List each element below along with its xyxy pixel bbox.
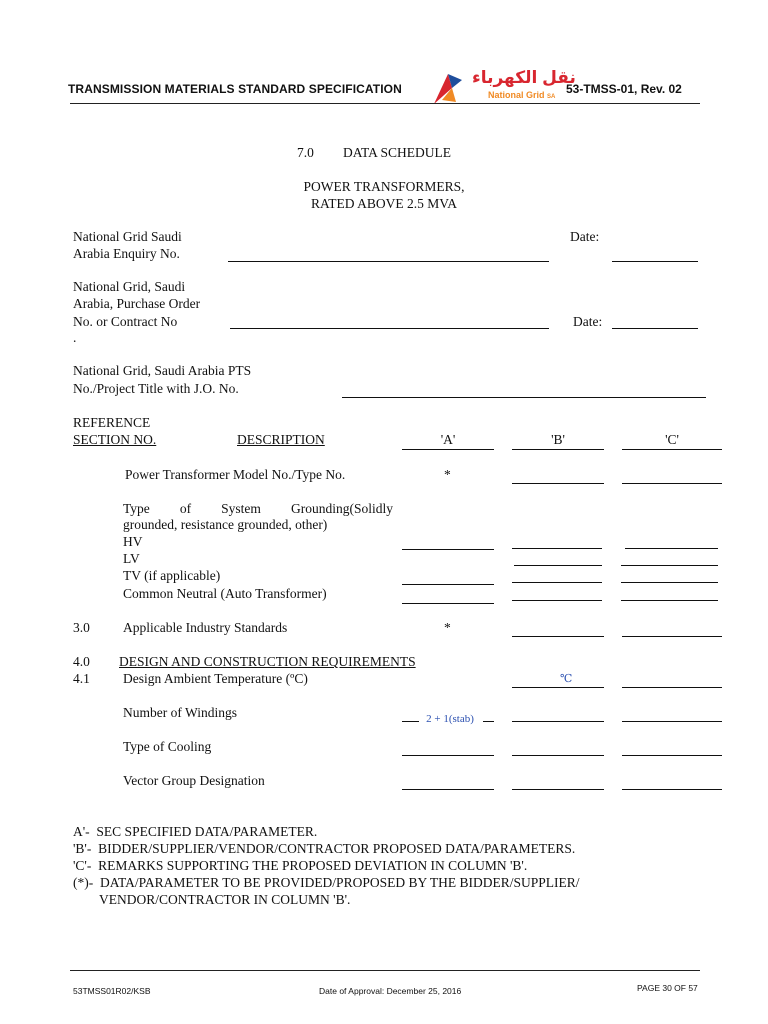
- pts-project-field[interactable]: [342, 397, 706, 398]
- pts-label-line2: No./Project Title with J.O. No.: [73, 381, 239, 396]
- row-windings-a-rule-left: [402, 721, 419, 722]
- row-s41-number: 4.1: [73, 671, 90, 686]
- footer-rule: [70, 970, 700, 971]
- row-model-desc: Power Transformer Model No./Type No.: [125, 467, 346, 482]
- col-header-c: 'C': [665, 432, 679, 447]
- row-tv-b-field[interactable]: [512, 582, 602, 583]
- row-cooling-desc: Type of Cooling: [123, 739, 212, 754]
- row-s41-b-field[interactable]: [512, 687, 604, 688]
- row-s30-c-field[interactable]: [622, 636, 722, 637]
- col-header-section-no: SECTION NO.: [73, 432, 157, 447]
- row-s41-b-value: ℃: [560, 673, 573, 685]
- footer-approval-date: Date of Approval: December 25, 2016: [319, 986, 462, 996]
- legend-a: A'- SEC SPECIFIED DATA/PARAMETER.: [73, 824, 318, 839]
- col-header-c-rule: [622, 449, 722, 450]
- row-lv-c-field[interactable]: [621, 565, 718, 566]
- heading-subtitle-2: RATED ABOVE 2.5 MVA: [310, 196, 457, 211]
- po-date-field[interactable]: [612, 328, 698, 329]
- row-tv-desc: TV (if applicable): [123, 568, 221, 583]
- heading-subtitle-1: POWER TRANSFORMERS,: [303, 179, 465, 194]
- row-grounding-desc-text: Type of System Grounding(Solidly: [123, 501, 393, 516]
- enquiry-label-line2: Arabia Enquiry No.: [73, 246, 180, 261]
- logo-name: National Grid: [488, 90, 545, 100]
- header-title: TRANSMISSION MATERIALS STANDARD SPECIFICATION: [68, 82, 402, 96]
- row-tv-a-field[interactable]: [402, 584, 494, 585]
- row-hv-a-field[interactable]: [402, 549, 494, 550]
- enquiry-label-line1: National Grid Saudi: [73, 229, 182, 244]
- row-vector-b-field[interactable]: [512, 789, 604, 790]
- row-s40-desc: DESIGN AND CONSTRUCTION REQUIREMENTS: [119, 654, 416, 669]
- col-header-b-rule: [512, 449, 604, 450]
- po-date-label: Date:: [573, 314, 603, 329]
- row-s40-number: 4.0: [73, 654, 90, 669]
- row-windings-desc: Number of Windings: [123, 705, 237, 720]
- row-windings-a-value: 2 + 1(stab): [426, 713, 474, 725]
- row-neutral-c-field[interactable]: [621, 600, 718, 601]
- row-cooling-c-field[interactable]: [622, 755, 722, 756]
- header-rule: [70, 103, 700, 104]
- row-hv-c-field[interactable]: [625, 548, 718, 549]
- row-s41-c-field[interactable]: [622, 687, 722, 688]
- heading-section-number: 7.0: [297, 145, 314, 160]
- heading-title: DATA SCHEDULE: [343, 145, 452, 160]
- enquiry-date-label: Date:: [570, 229, 600, 244]
- row-grounding-desc-line1: [123, 501, 393, 517]
- po-label-line4: .: [73, 330, 77, 345]
- row-vector-a-field[interactable]: [402, 789, 494, 790]
- row-s30-a: *: [444, 620, 451, 635]
- row-windings-a-rule-right: [483, 721, 494, 722]
- footer-code: 53TMSS01R02/KSB: [73, 986, 151, 996]
- col-header-b: 'B': [551, 432, 565, 447]
- row-lv-desc: LV: [123, 551, 140, 566]
- logo-suffix: SA: [547, 94, 556, 100]
- row-vector-desc: Vector Group Designation: [123, 773, 265, 788]
- enquiry-date-field[interactable]: [612, 261, 698, 262]
- po-label-line1: National Grid, Saudi: [73, 279, 186, 294]
- col-header-reference: REFERENCE: [73, 415, 151, 430]
- row-s30-number: 3.0: [73, 620, 90, 635]
- row-hv-b-field[interactable]: [512, 548, 602, 549]
- col-header-a-rule: [402, 449, 494, 450]
- legend-c: 'C'- REMARKS SUPPORTING THE PROPOSED DEVIATION IN COLUMN 'B'.: [73, 858, 528, 873]
- logo-name-block: [488, 90, 555, 100]
- legend-star-line2: VENDOR/CONTRACTOR IN COLUMN 'B'.: [99, 892, 351, 907]
- row-cooling-a-field[interactable]: [402, 755, 494, 756]
- row-hv-desc: HV: [123, 534, 143, 549]
- col-header-description: DESCRIPTION: [237, 432, 325, 447]
- row-windings-c-field[interactable]: [622, 721, 722, 722]
- row-grounding-desc-line2: grounded, resistance grounded, other): [123, 517, 328, 532]
- row-s30-desc: Applicable Industry Standards: [123, 620, 288, 635]
- col-header-a: 'A': [440, 432, 456, 447]
- po-label-line3: No. or Contract No: [73, 314, 178, 329]
- row-s41-desc: Design Ambient Temperature (ºC): [123, 671, 308, 686]
- row-tv-c-field[interactable]: [621, 582, 718, 583]
- row-neutral-a-field[interactable]: [402, 603, 494, 604]
- header-doc-number: 53-TMSS-01, Rev. 02: [566, 82, 682, 96]
- row-s30-b-field[interactable]: [512, 636, 604, 637]
- row-neutral-b-field[interactable]: [512, 600, 602, 601]
- pts-label-line1: National Grid, Saudi Arabia PTS: [73, 363, 252, 378]
- row-model-b-field[interactable]: [512, 483, 604, 484]
- logo-arabic: نقل الكهرباء: [472, 68, 576, 87]
- row-neutral-desc: Common Neutral (Auto Transformer): [123, 586, 327, 601]
- row-windings-b-field[interactable]: [512, 721, 604, 722]
- row-lv-b-field[interactable]: [514, 565, 602, 566]
- legend-star-line1: (*)- DATA/PARAMETER TO BE PROVIDED/PROPOSED BY THE BIDDER/SUPPLIER/: [73, 875, 580, 890]
- row-cooling-b-field[interactable]: [512, 755, 604, 756]
- legend-b: 'B'- BIDDER/SUPPLIER/VENDOR/CONTRACTOR PROPOSED DATA/PARAMETERS.: [73, 841, 576, 856]
- row-model-c-field[interactable]: [622, 483, 722, 484]
- footer-page-number: PAGE 30 OF 57: [637, 983, 698, 993]
- po-label-line2: Arabia, Purchase Order: [73, 296, 201, 311]
- enquiry-number-field[interactable]: [228, 261, 549, 262]
- po-number-field[interactable]: [230, 328, 549, 329]
- row-model-a: *: [444, 467, 451, 482]
- logo-mark-icon: [428, 70, 468, 106]
- row-vector-c-field[interactable]: [622, 789, 722, 790]
- national-grid-logo: [428, 68, 576, 106]
